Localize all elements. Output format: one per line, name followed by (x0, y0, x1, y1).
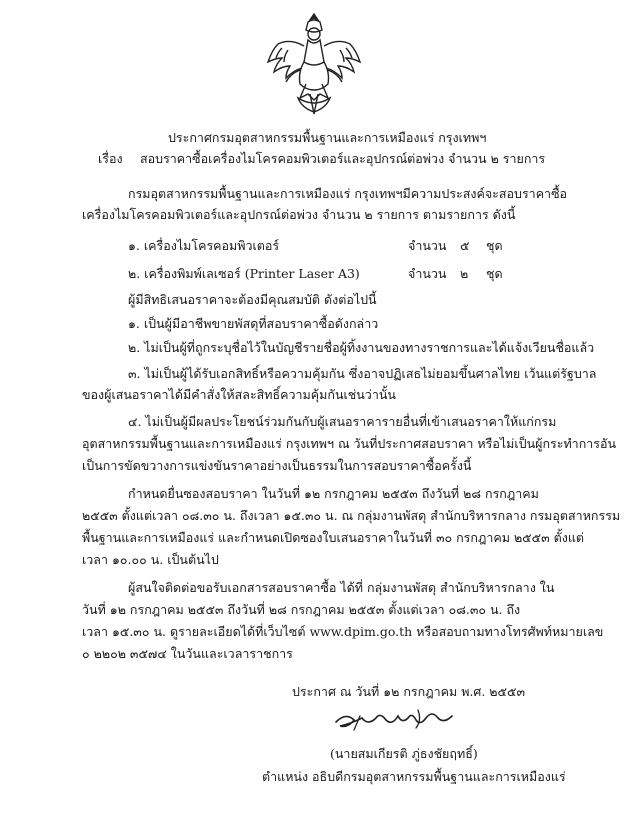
signer-name: (นายสมเกียรติ ภู่ธงชัยฤทธิ์) (330, 746, 478, 761)
schedule-line-1: กำหนดยื่นซองสอบราคา ในวันที่ ๑๒ กรกฎาคม ๒๕๕๓ ถึงวันที่ ๒๘ กรกฎาคม (128, 486, 539, 501)
qualification-2: ๒. ไม่เป็นผู้ที่ถูกระบุชื่อไว้ในบัญชีรายชื่อผู้ทิ้งงานของทางราชการและได้แจ้งเวียนชื่อแล้ว (128, 340, 595, 355)
signature-icon (330, 700, 480, 738)
intro-line-2: เครื่องไมโครคอมพิวเตอร์และอุปกรณ์ต่อพ่วง จำนวน ๒ รายการ ตามรายการ ดังนี้ (82, 207, 516, 222)
schedule-line-2: ๒๕๕๓ ตั้งแต่เวลา ๐๘.๓๐ น. ถึงเวลา ๑๕.๓๐ น. ณ กลุ่มงานพัสดุ สำนักบริหารกลาง กรมอุตสาหกรรม (82, 508, 621, 523)
item-qty-label: จำนวน (408, 238, 447, 253)
schedule-line-3: พื้นฐานและการเหมืองแร่ และกำหนดเปิดซองใบเสนอราคาในวันที่ ๓๐ กรกฎาคม ๒๕๕๓ ตั้งแต่ (82, 530, 585, 545)
contact-line-3: เวลา ๑๕.๓๐ น. ดูรายละเอียดได้ที่เว็บไซต์ www.dpim.go.th หรือสอบถามทางโทรศัพท์หมายเลข (82, 624, 604, 639)
schedule-line-4: เวลา ๑๐.๐๐ น. เป็นต้นไป (82, 552, 219, 567)
item-name: ๑. เครื่องไมโครคอมพิวเตอร์ (128, 238, 280, 253)
contact-line-2: วันที่ ๑๒ กรกฎาคม ๒๕๕๓ ถึงวันที่ ๒๘ กรกฎาคม ๒๕๕๓ ตั้งแต่เวลา ๐๘.๓๐ น. ถึง (82, 602, 521, 617)
item-qty-label: จำนวน (408, 266, 447, 281)
qualification-3-line-1: ๓. ไม่เป็นผู้ได้รับเอกสิทธิ์หรือความคุ้มกัน ซึ่งอาจปฏิเสธไม่ยอมขึ้นศาลไทย เว้นแต่รัฐบาล (128, 366, 597, 381)
qualification-3-line-2: ของผู้เสนอราคาได้มีคำสั่งให้สละสิทธิ์ความคุ้มกันเช่นว่านั้น (82, 387, 396, 402)
qualification-1: ๑. เป็นผู้มีอาชีพขายพัสดุที่สอบราคาซื้อดังกล่าว (128, 316, 379, 331)
qualification-4-line-2: อุตสาหกรรมพื้นฐานและการเหมืองแร่ กรุงเทพฯ ณ วันที่ประกาศสอบราคา หรือไม่เป็นผู้กระทำการอัน (82, 436, 617, 451)
subject-label: เรื่อง (98, 151, 123, 166)
item-unit: ชุด (486, 266, 503, 281)
item-qty: ๕ (460, 238, 470, 253)
qualification-4-line-1: ๔. ไม่เป็นผู้มีผลประโยชน์ร่วมกันกับผู้เสนอราคารายอื่นที่เข้าเสนอราคาให้แก่กรม (128, 414, 557, 429)
garuda-emblem-icon (264, 10, 364, 118)
announcement-title: ประกาศกรมอุตสาหกรรมพื้นฐานและการเหมืองแร่ กรุงเทพฯ (168, 130, 487, 145)
item-name: ๒. เครื่องพิมพ์เลเซอร์ (Printer Laser A3) (128, 266, 360, 281)
qualifications-heading: ผู้มีสิทธิเสนอราคาจะต้องมีคุณสมบัติ ดังต่อไปนี้ (128, 292, 377, 307)
item-qty: ๒ (460, 266, 469, 281)
contact-line-4: ๐ ๒๒๐๒ ๓๕๗๔ ในวันและเวลาราชการ (82, 646, 293, 661)
signer-position: ตำแหน่ง อธิบดีกรมอุตสาหกรรมพื้นฐานและการเหมืองแร่ (262, 769, 566, 784)
subject-text: สอบราคาซื้อเครื่องไมโครคอมพิวเตอร์และอุปกรณ์ต่อพ่วง จำนวน ๒ รายการ (140, 151, 546, 166)
announce-date: ประกาศ ณ วันที่ ๑๒ กรกฎาคม พ.ศ. ๒๕๕๓ (292, 684, 525, 699)
qualification-4-line-3: เป็นการขัดขวางการแข่งขันราคาอย่างเป็นธรรมในการสอบราคาซื้อครั้งนี้ (82, 458, 472, 473)
contact-line-1: ผู้สนใจติดต่อขอรับเอกสารสอบราคาซื้อ ได้ที่ กลุ่มงานพัสดุ สำนักบริหารกลาง ใน (128, 580, 555, 595)
intro-line-1: กรมอุตสาหกรรมพื้นฐานและการเหมืองแร่ กรุงเทพฯมีความประสงค์จะสอบราคาซื้อ (128, 186, 568, 201)
item-unit: ชุด (486, 238, 503, 253)
